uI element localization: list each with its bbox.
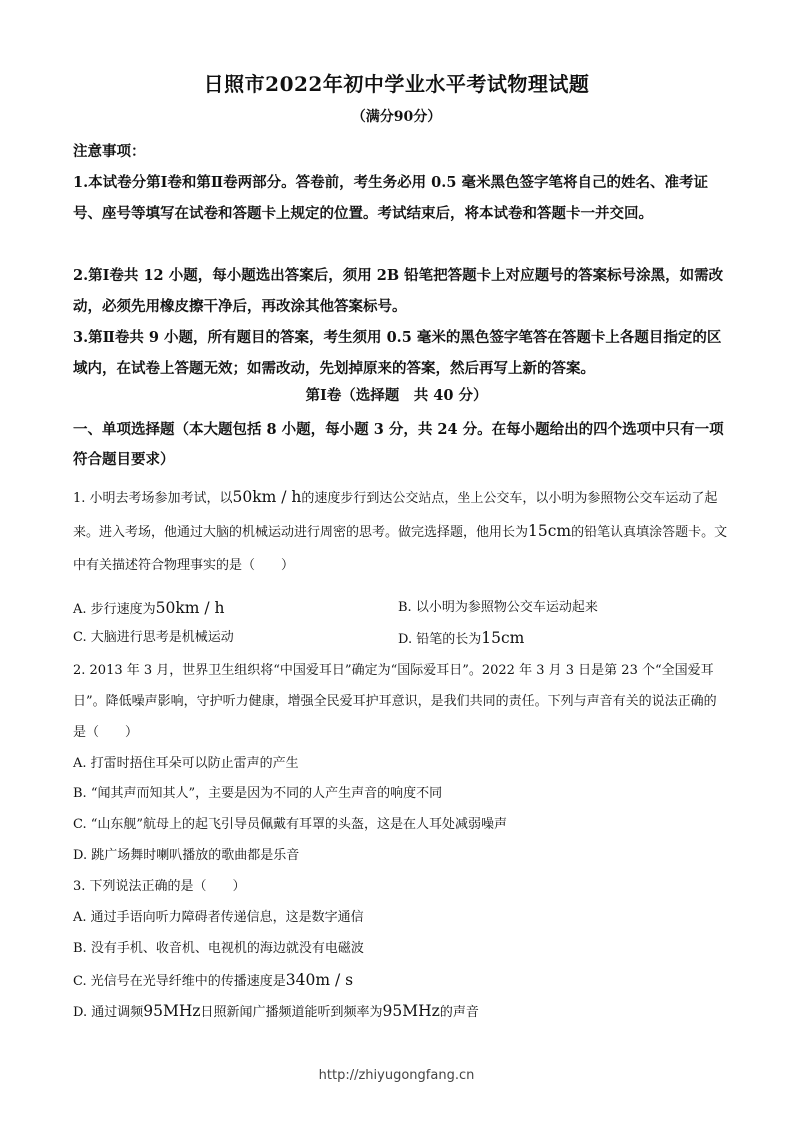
q1-option-c: C. 大脑进行思考是机械运动 <box>73 630 234 645</box>
notice-heading: 注意事项： <box>73 143 146 160</box>
part-one-heading: 一、单项选择题（本大题包括 8 小题，每小题 3 分，共 24 分。在每小题给出的四个选项中只有一项符合题目要求） <box>73 421 724 468</box>
notice-item-3: 3.第Ⅱ卷共 9 小题，所有题目的答案，考生须用 0.5 毫米的黑色签字笔答在答题卡上各题目指定的区域内，在试卷上答题无效；如需改动，先划掉原来的答案，然后再写上新的答案。 <box>73 329 722 377</box>
q1-speed-value: 50km / h <box>232 488 302 506</box>
q3-option-d <box>73 999 479 1025</box>
section-title: 第Ⅰ卷（选择题 共 40 分） <box>305 387 488 404</box>
notice-item-2: 2.第Ⅰ卷共 12 小题，每小题选出答案后，须用 2B 铅笔把答题卡上对应题号的答案标号涂黑，如需改动，必须先用橡皮擦干净后，再改涂其他答案标号。 <box>73 267 724 315</box>
notice-item-1: 1.本试卷分第Ⅰ卷和第Ⅱ卷两部分。答卷前，考生务必用 0.5 毫米黑色签字笔将自己的姓名、准考证号、座号等填写在试卷和答题卡上规定的位置。考试结束后，将本试卷和答题卡一并交回。 <box>73 174 708 222</box>
q1-option-d-value: 15cm <box>481 629 525 647</box>
q1-option-a-value: 50km / h <box>155 599 225 617</box>
question-3-stem: 3. 下列说法正确的是（ ） <box>73 879 246 894</box>
exam-title: 日照市2022年初中学业水平考试物理试题 <box>203 72 590 96</box>
q3-option-a: A. 通过手语向听力障碍者传递信息，这是数字通信 <box>73 910 364 925</box>
q1-option-d <box>398 626 524 652</box>
question-2-stem: 2. 2013 年 3 月，世界卫生组织将“中国爱耳日”确定为“国际爱耳日”。2022 年 3 月 3 日是第 23 个“全国爱耳日”。降低噪声影响，守护听力健康，增强全民爱耳护耳意识，是我们共同的责任。下列与声音有关的说法正确的是（ ） <box>73 663 717 740</box>
q2-option-b: B. “闻其声而知其人”，主要是因为不同的人产生声音的响度不同 <box>73 786 443 801</box>
q3-option-b: B. 没有手机、收音机、电视机的海边就没有电磁波 <box>73 941 364 956</box>
q3-option-d-value-1: 95MHz <box>143 1002 201 1020</box>
q2-option-a: A. 打雷时捂住耳朵可以防止雷声的产生 <box>73 756 299 771</box>
q3-option-d-text-b: 日照新闻广播频道能听到频率为 <box>200 1005 383 1020</box>
q1-option-a-text: A. 步行速度为 <box>73 602 156 617</box>
q1-stem-part-a: 1. 小明去考场参加考试，以 <box>73 491 233 506</box>
q1-stem-part-c: 的铅笔认真填涂答题卡。文中有关描述符合物理事实的是（ ） <box>73 525 728 573</box>
q1-option-b: B. 以小明为参照物公交车运动起来 <box>398 600 598 615</box>
q3-option-c <box>73 968 353 994</box>
q3-option-c-value: 340m / s <box>285 971 354 989</box>
question-1-stem <box>73 481 729 582</box>
q1-stem-part-b: 的速度步行到达公交站点，坐上公交车，以小明为参照物公交车运动了起来。进入考场，他通过大脑的机械运动进行周密的思考。做完选择题，他用长为 <box>73 491 718 540</box>
q1-length-value: 15cm <box>528 522 572 540</box>
q1-option-a <box>73 596 225 622</box>
footer-url: http://zhiyugongfang.cn <box>318 1068 475 1083</box>
q2-option-d: D. 跳广场舞时喇叭播放的歌曲都是乐音 <box>73 848 300 863</box>
q2-option-c: C. “山东舰”航母上的起飞引导员佩戴有耳罩的头盔，这是在人耳处减弱噪声 <box>73 817 508 832</box>
exam-subtitle: （满分90分） <box>351 109 442 125</box>
q3-option-c-text: C. 光信号在光导纤维中的传播速度是 <box>73 974 286 989</box>
q3-option-d-value-2: 95MHz <box>382 1002 440 1020</box>
q3-option-d-text-c: 的声音 <box>439 1005 479 1020</box>
q3-option-d-text-a: D. 通过调频 <box>73 1005 144 1020</box>
q1-option-d-text: D. 铅笔的长为 <box>398 632 482 647</box>
